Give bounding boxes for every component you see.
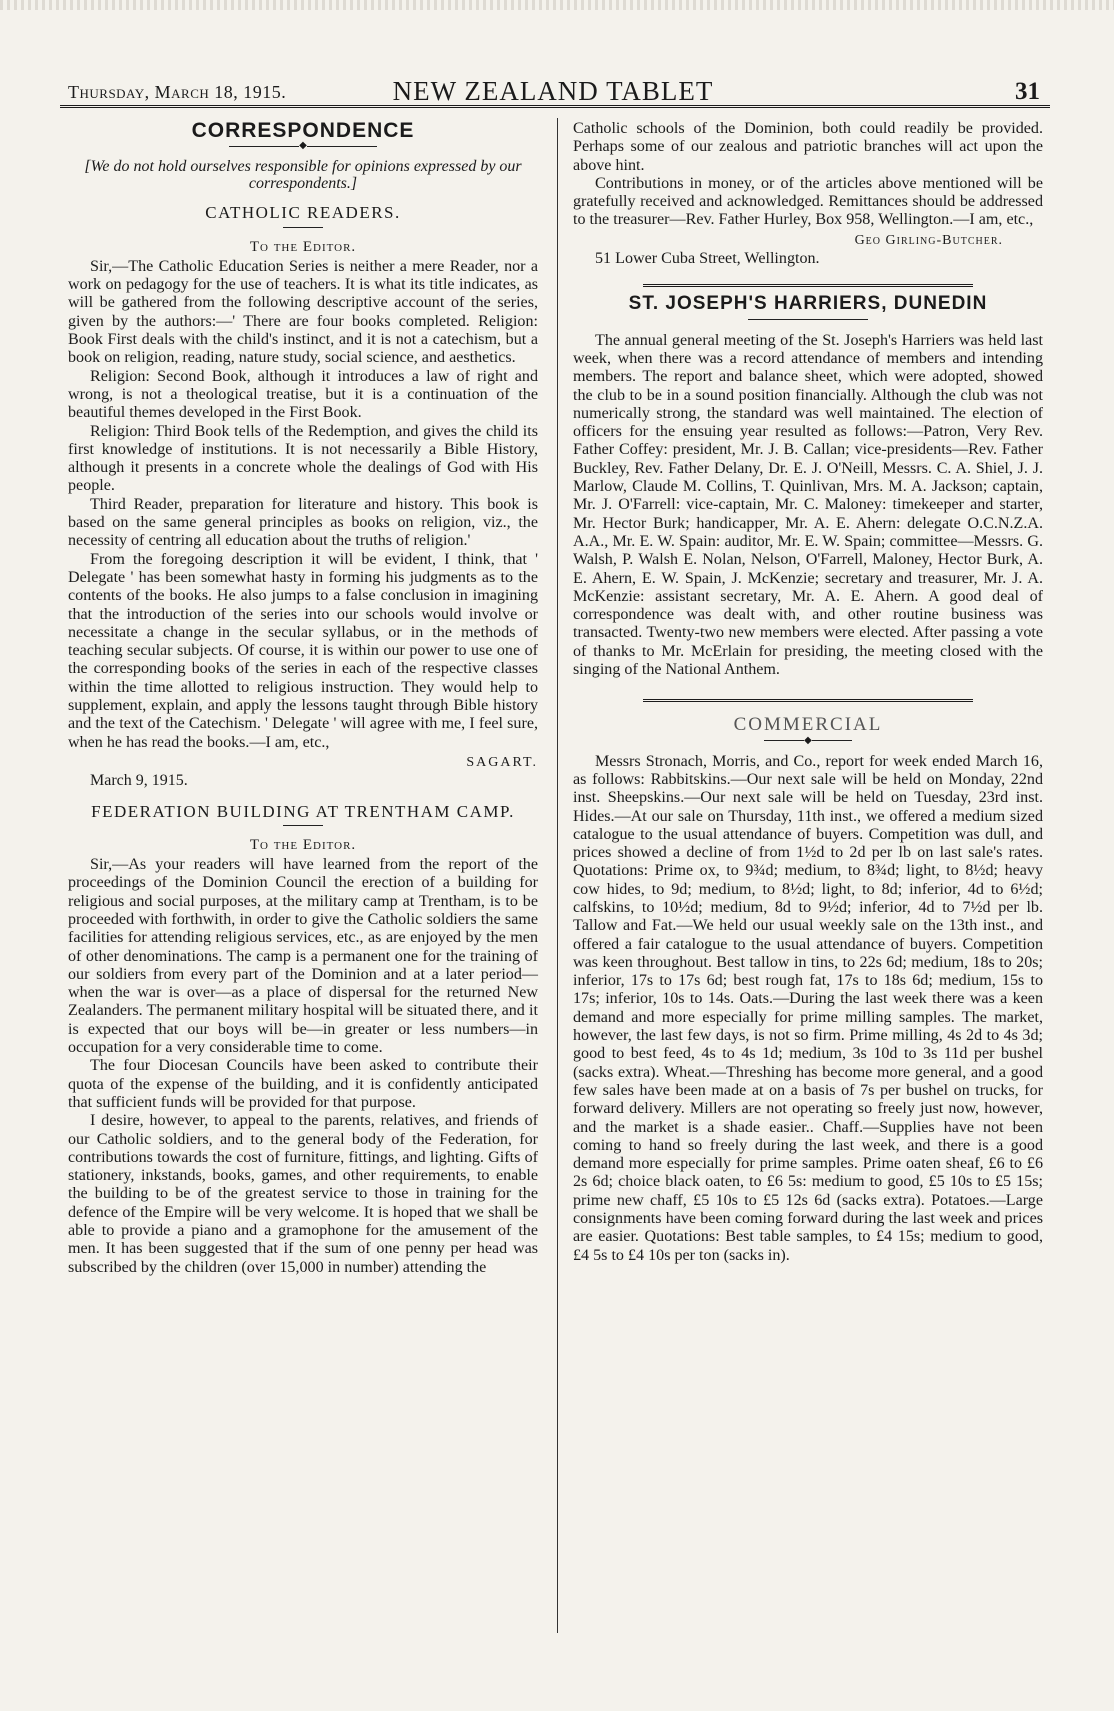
section-rule xyxy=(643,699,973,702)
scan-edge xyxy=(0,0,1114,10)
letter-title: CATHOLIC READERS. xyxy=(205,203,401,223)
section-title-correspondence: CORRESPONDENCE xyxy=(191,119,415,142)
right-column xyxy=(573,120,1043,1265)
salutation: To the Editor. xyxy=(249,238,357,255)
letter-date: March 9, 1915. xyxy=(90,772,188,790)
ornament-divider: ◆ xyxy=(573,735,1043,747)
masthead-title: NEW ZEALAND TABLET xyxy=(392,76,714,106)
header-rule xyxy=(60,105,1050,108)
ornament-divider xyxy=(573,314,1043,326)
paragraph: The four Diocesan Councils have been asked to contribute their quota of the expense of the building, and it is confidently anticipated that sufficient funds will be provided for that purpose. xyxy=(68,1057,538,1111)
paragraph: Religion: Third Book tells of the Redemption, and gives the child its first knowledge of institutions. It is not necessarily a Bible History, although it presents in a concrete whole the dealings of God with His people. xyxy=(68,422,538,495)
paragraph: Catholic schools of the Dominion, both could readily be provided. Perhaps some of our zealous and patriotic branches will act upon the above hint. xyxy=(573,120,1043,174)
page-number: 31 xyxy=(1015,78,1040,105)
column-divider xyxy=(557,118,558,1633)
paragraph: I desire, however, to appeal to the parents, relatives, and friends of our Catholic soldiers, and to the general body of the Federation, for contributions towards the cost of furniture, fittings, and lighting. Gifts of stationery, inkstands, books, games, and other requirements, to enable the building to be of the greatest service to those in training for the defence of the Empire will be very welcome. It is hoped that we shall be able to provide a piano and a gramophone for the amusement of the men. It has been suggested that if the sum of one penny per head was subscribed by the children (over 15,000 in number) attending the xyxy=(68,1112,538,1276)
paragraph: Contributions in money, or of the articles above mentioned will be gratefully received and acknowledged. Remittances should be addressed to the treasurer—Rev. Father Hurley, Box 958, Wellington.—I am, etc., xyxy=(573,174,1043,229)
signature: Geo Girling-Butcher. xyxy=(854,232,1003,248)
page-header xyxy=(58,76,1048,104)
section-rule xyxy=(643,284,973,287)
paragraph: Third Reader, preparation for literature and history. This book is based on the same general principles as books on religion, viz., the necessity of centring all education about the truths of religion.' xyxy=(68,495,538,550)
paragraph: Religion: Second Book, although it introduces a law of right and wrong, is not a theological treatise, but it is a continuation of the beautiful themes developed in the First Book. xyxy=(68,367,538,422)
paragraph: Sir,—The Catholic Education Series is neither a mere Reader, nor a work on pedagogy for the use of teachers. It is what its title indicates, as will be gathered from the following descriptive account of the series, given by the authors:—' There are four books completed. Religion: Book First deals with the child's instinct, and it is not a catechism, but a book on religion, reading, nature study, social science, and aesthetics. xyxy=(68,257,538,367)
paragraph: Messrs Stronach, Morris, and Co., report for week ended March 16, as follows: Rabbitskins.—Our next sale will be held on Monday, 22nd inst. Sheepskins.—Our next sale will be held on Tuesday, 23rd inst. Hides.—At our sale on Thursday, 11th inst., we offered a medium sized catalogue to the usual attendance of buyers. Competition was dull, and prices showed a decline of from 1½d to 2d per lb on last sale's rates. Quotations: Prime ox, to 9¾d; medium, to 8¾d; light, to 8½d; heavy cow hides, to 9d; medium, to 8½d; light, to 8d; inferior, 4d to 6½d; calfskins, to 10½d; medium, 8d to 9½d; inferior, 4d to 7½d per lb. Tallow and Fat.—We held our usual weekly sale on the 13th inst., and offered a fair catalogue to the usual attendance of buyers. Competition was keen throughout. Best tallow in tins, to 22s 6d; medium, 18s to 20s; inferior, 17s to 17s 6d; best rough fat, 17s to 18s 6d; medium, 15s to 17s; inferior, 10s to 14s. Oats.—During the last week there was a keen demand and more especially for prime milling samples. The market, however, the last few days, is not so firm. Prime milling, 4s 2d to 4s 3d; good to best feed, 4s to 4s 1d; medium, 3s 10d to 3s 11d per bushel (sacks extra). Wheat.—Threshing has become more general, and a good few sales have been made at on a basis of 7s per bushel on trucks, for forward delivery. Millers are not operating so freely just now, however, and the market is a shade easier.. Chaff.—Supplies have not been coming to hand so freely during the last week, and there is a good demand more especially for prime samples. Prime oaten sheaf, £6 to £6 2s 6d; choice black oaten, to £6 5s: medium to good, £5 10s to £5 15s; prime new chaff, £5 10s to £5 12s 6d (sacks extra). Potatoes.—Large consignments have been coming forward during the last week and prices are easier. Quotations: Best table samples, to £4 15s; medium to good, £4 5s to £4 10s per ton (sacks in). xyxy=(573,752,1043,1264)
disclaimer: [We do not hold ourselves responsible for opinions expressed by our correspondents.] xyxy=(84,158,522,193)
signature: SAGART. xyxy=(466,754,538,770)
paragraph: The annual general meeting of the St. Joseph's Harriers was held last week, when there was a record attendance of members and intending members. The report and balance sheet, which were adopted, showed the club to be in a sound position financially. Although the club was not numerically strong, the standard was well maintained. The election of officers for the ensuing year resulted as follows:—Patron, Very Rev. Father Coffey: president, Mr. J. B. Callan; vice-presidents—Rev. Father Buckley, Rev. Father Delany, Dr. E. J. O'Neill, Messrs. C. A. Shiel, J. J. Marlow, Claude M. Collins, T. Quinlivan, Mrs. M. A. Jackson; captain, Mr. J. O'Farrell: vice-captain, Mr. C. Maloney: timekeeper and starter, Mr. Hector Burk; handicapper, Mr. A. E. Ahern: delegate O.C.N.Z.A. A.A., Mr. E. W. Spain: auditor, Mr. E. W. Spain; committee—Messrs. G. Walsh, P. Walsh E. Nolan, Nelson, O'Farrell, Maloney, Hector Burk, A. E. Ahern, E. W. Spain, J. McKenzie; secretary and treasurer, Mr. J. A. McKenzie: assistant secretary, Mr. A. E. Ahern. A good deal of correspondence was dealt with, and other routine business was transacted. Twenty-two new members were elected. After passing a vote of thanks to Mr. McErlain for presiding, the meeting closed with the singing of the National Anthem. xyxy=(573,331,1043,679)
short-rule xyxy=(283,227,323,228)
address: 51 Lower Cuba Street, Wellington. xyxy=(595,250,820,268)
section-title-harriers: ST. JOSEPH'S HARRIERS, DUNEDIN xyxy=(628,293,988,315)
letter-title: FEDERATION BUILDING AT TRENTHAM CAMP. xyxy=(91,801,515,821)
paragraph: From the foregoing description it will be evident, I think, that ' Delegate ' has been somewhat hasty in forming his judgments as to the contents of the books. He also jumps to a false conclusion in imagining that the introduction of the series into our schools would involve or necessitate a change in the secular syllabus, or in the methods of teaching secular subjects. Of course, it is within our power to use one of the corresponding books of the series in each of the respective classes within the time allotted to religious instruction. They would help to supplement, explain, and apply the lessons taught through Bible history and the text of the Catechism. ' Delegate ' will agree with me, I feel sure, when he has read the books.—I am, etc., xyxy=(68,550,538,751)
section-title-commercial: COMMERCIAL xyxy=(733,714,883,736)
ornament-divider: ◆ xyxy=(68,140,538,152)
salutation: To the Editor. xyxy=(249,836,357,853)
issue-date: Thursday, March 18, 1915. xyxy=(68,82,287,102)
left-column xyxy=(68,120,538,1277)
short-rule xyxy=(283,825,323,826)
paragraph: Sir,—As your readers will have learned from the report of the proceedings of the Dominion Council the erection of a building for religious and social purposes, at the military camp at Trentham, is to be proceeded with forthwith, in order to give the Catholic soldiers the same facilities for attending religious services, etc., as are enjoyed by the men of other denominations. The camp is a permanent one for the training of our soldiers from every part of the Dominion and at a later period—when the war is over—as a place of dispersal for the returned New Zealanders. The permanent military hospital will be situated there, and it is expected that our boys will be—in greater or less numbers—in occupation for a very considerable time to come. xyxy=(68,856,538,1057)
